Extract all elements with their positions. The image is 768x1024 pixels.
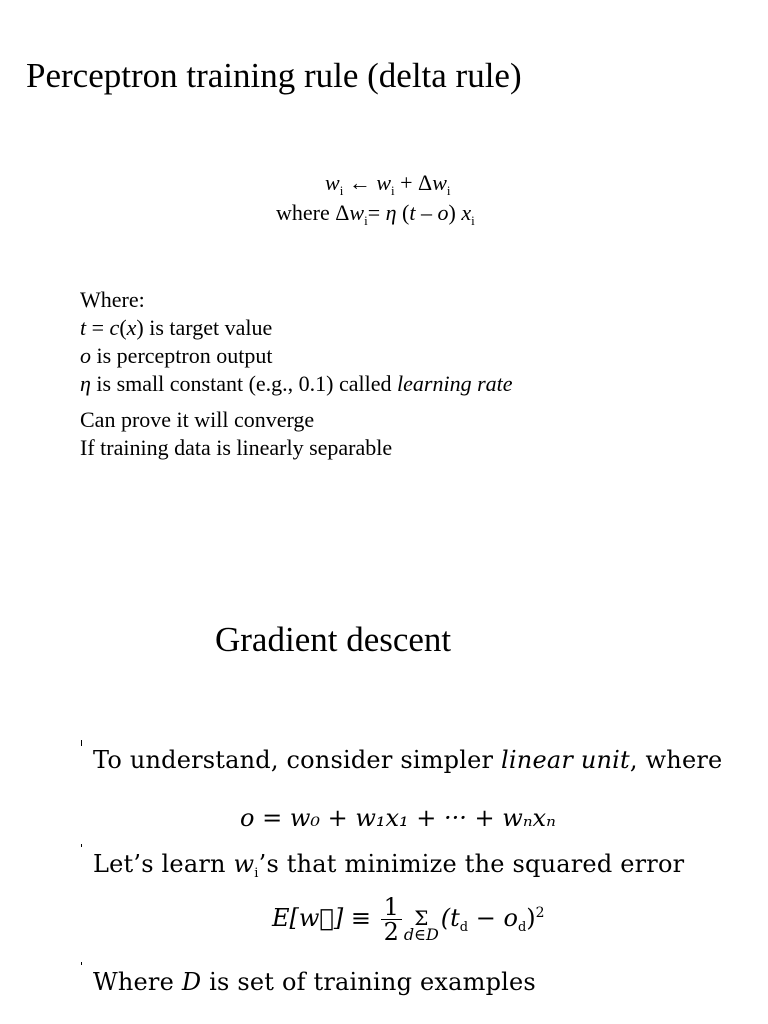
numerator: 1	[381, 895, 402, 920]
convergence-line-1: Can prove it will converge	[80, 407, 315, 432]
w-symbol: w	[233, 850, 255, 878]
eta-definition-text: is small constant (e.g., 0.1) called	[90, 371, 398, 396]
o-definition-text: is perceptron output	[91, 343, 273, 368]
bullet-mark	[81, 844, 82, 847]
slide-title-gradient-descent: Gradient descent	[215, 620, 452, 659]
bullet-text: To understand, consider simpler	[93, 746, 502, 774]
subscript: d	[517, 920, 527, 935]
bullet-minimize-error	[93, 850, 685, 881]
sum-operator	[403, 905, 439, 944]
bullet-text: Let’s learn	[93, 850, 234, 878]
subscript: i	[446, 183, 451, 198]
subscript: i	[339, 183, 344, 198]
one-half-fraction	[381, 895, 402, 944]
linear-unit-term: linear unit	[501, 746, 630, 774]
paren: (	[119, 315, 127, 340]
arrow-symbol: ←	[348, 170, 371, 195]
c-symbol: c	[109, 315, 120, 340]
update-rule-equation	[325, 170, 451, 196]
plus-delta: + Δ	[400, 170, 433, 195]
bullet-mark	[81, 740, 82, 746]
linear-unit-formula: o = w₀ + w₁x₁ + ··· + wₙxₙ	[240, 804, 556, 832]
where-prefix: where Δ	[276, 200, 350, 225]
squared-error-equation	[272, 895, 545, 944]
o-symbol: o	[437, 200, 449, 225]
w-symbol: w	[325, 170, 340, 195]
where-heading: Where:	[80, 287, 145, 312]
definitions-block	[80, 286, 513, 398]
o-definition	[80, 342, 513, 370]
subscript: d	[459, 920, 469, 935]
error-term: − o	[468, 904, 518, 932]
subscript: i	[254, 866, 259, 881]
equals: =	[86, 315, 110, 340]
minus: –	[415, 200, 438, 225]
bullet-text: , where	[629, 746, 723, 774]
x-symbol: x	[461, 200, 472, 225]
learning-rate-term: learning rate	[397, 371, 513, 396]
convergence-line-2: If training data is linearly separable	[80, 435, 393, 460]
delta-w-equation	[276, 200, 475, 226]
bullet-mark	[81, 962, 82, 965]
convergence-note	[80, 406, 392, 462]
error-lhs: E[w⃗] ≡	[272, 904, 371, 932]
subscript: i	[364, 213, 368, 228]
t-definition	[80, 314, 513, 342]
w-symbol: w	[376, 170, 391, 195]
t-definition-text: ) is target value	[136, 315, 273, 340]
denominator: 2	[383, 918, 399, 946]
t-symbol: t	[80, 315, 87, 340]
d-symbol: D	[181, 968, 202, 996]
eta-symbol: η	[80, 371, 91, 396]
bullet-text: Where	[93, 968, 182, 996]
bullet-linear-unit	[93, 746, 722, 774]
error-term: (t	[440, 904, 460, 932]
bullet-text: ’s that minimize the squared error	[258, 850, 685, 878]
linear-unit-equation	[240, 804, 556, 832]
t-symbol: t	[409, 200, 416, 225]
subscript: i	[471, 213, 475, 228]
w-symbol: w	[349, 200, 365, 225]
eta-symbol: η	[385, 200, 397, 225]
paren: )	[448, 200, 462, 225]
paren: (	[396, 200, 410, 225]
x-symbol: x	[126, 315, 137, 340]
bullet-text: is set of training examples	[201, 968, 536, 996]
paren: )	[526, 904, 536, 932]
w-symbol: w	[432, 170, 447, 195]
sigma-symbol: Σ	[414, 905, 429, 930]
bullet-training-set	[93, 968, 536, 996]
eta-definition	[80, 370, 513, 398]
o-symbol: o	[80, 343, 91, 368]
slide-title-perceptron: Perceptron training rule (delta rule)	[26, 56, 522, 95]
sum-index: d∈D	[403, 924, 439, 944]
equals: =	[367, 200, 386, 225]
subscript: i	[391, 183, 395, 198]
exponent: 2	[535, 905, 545, 921]
